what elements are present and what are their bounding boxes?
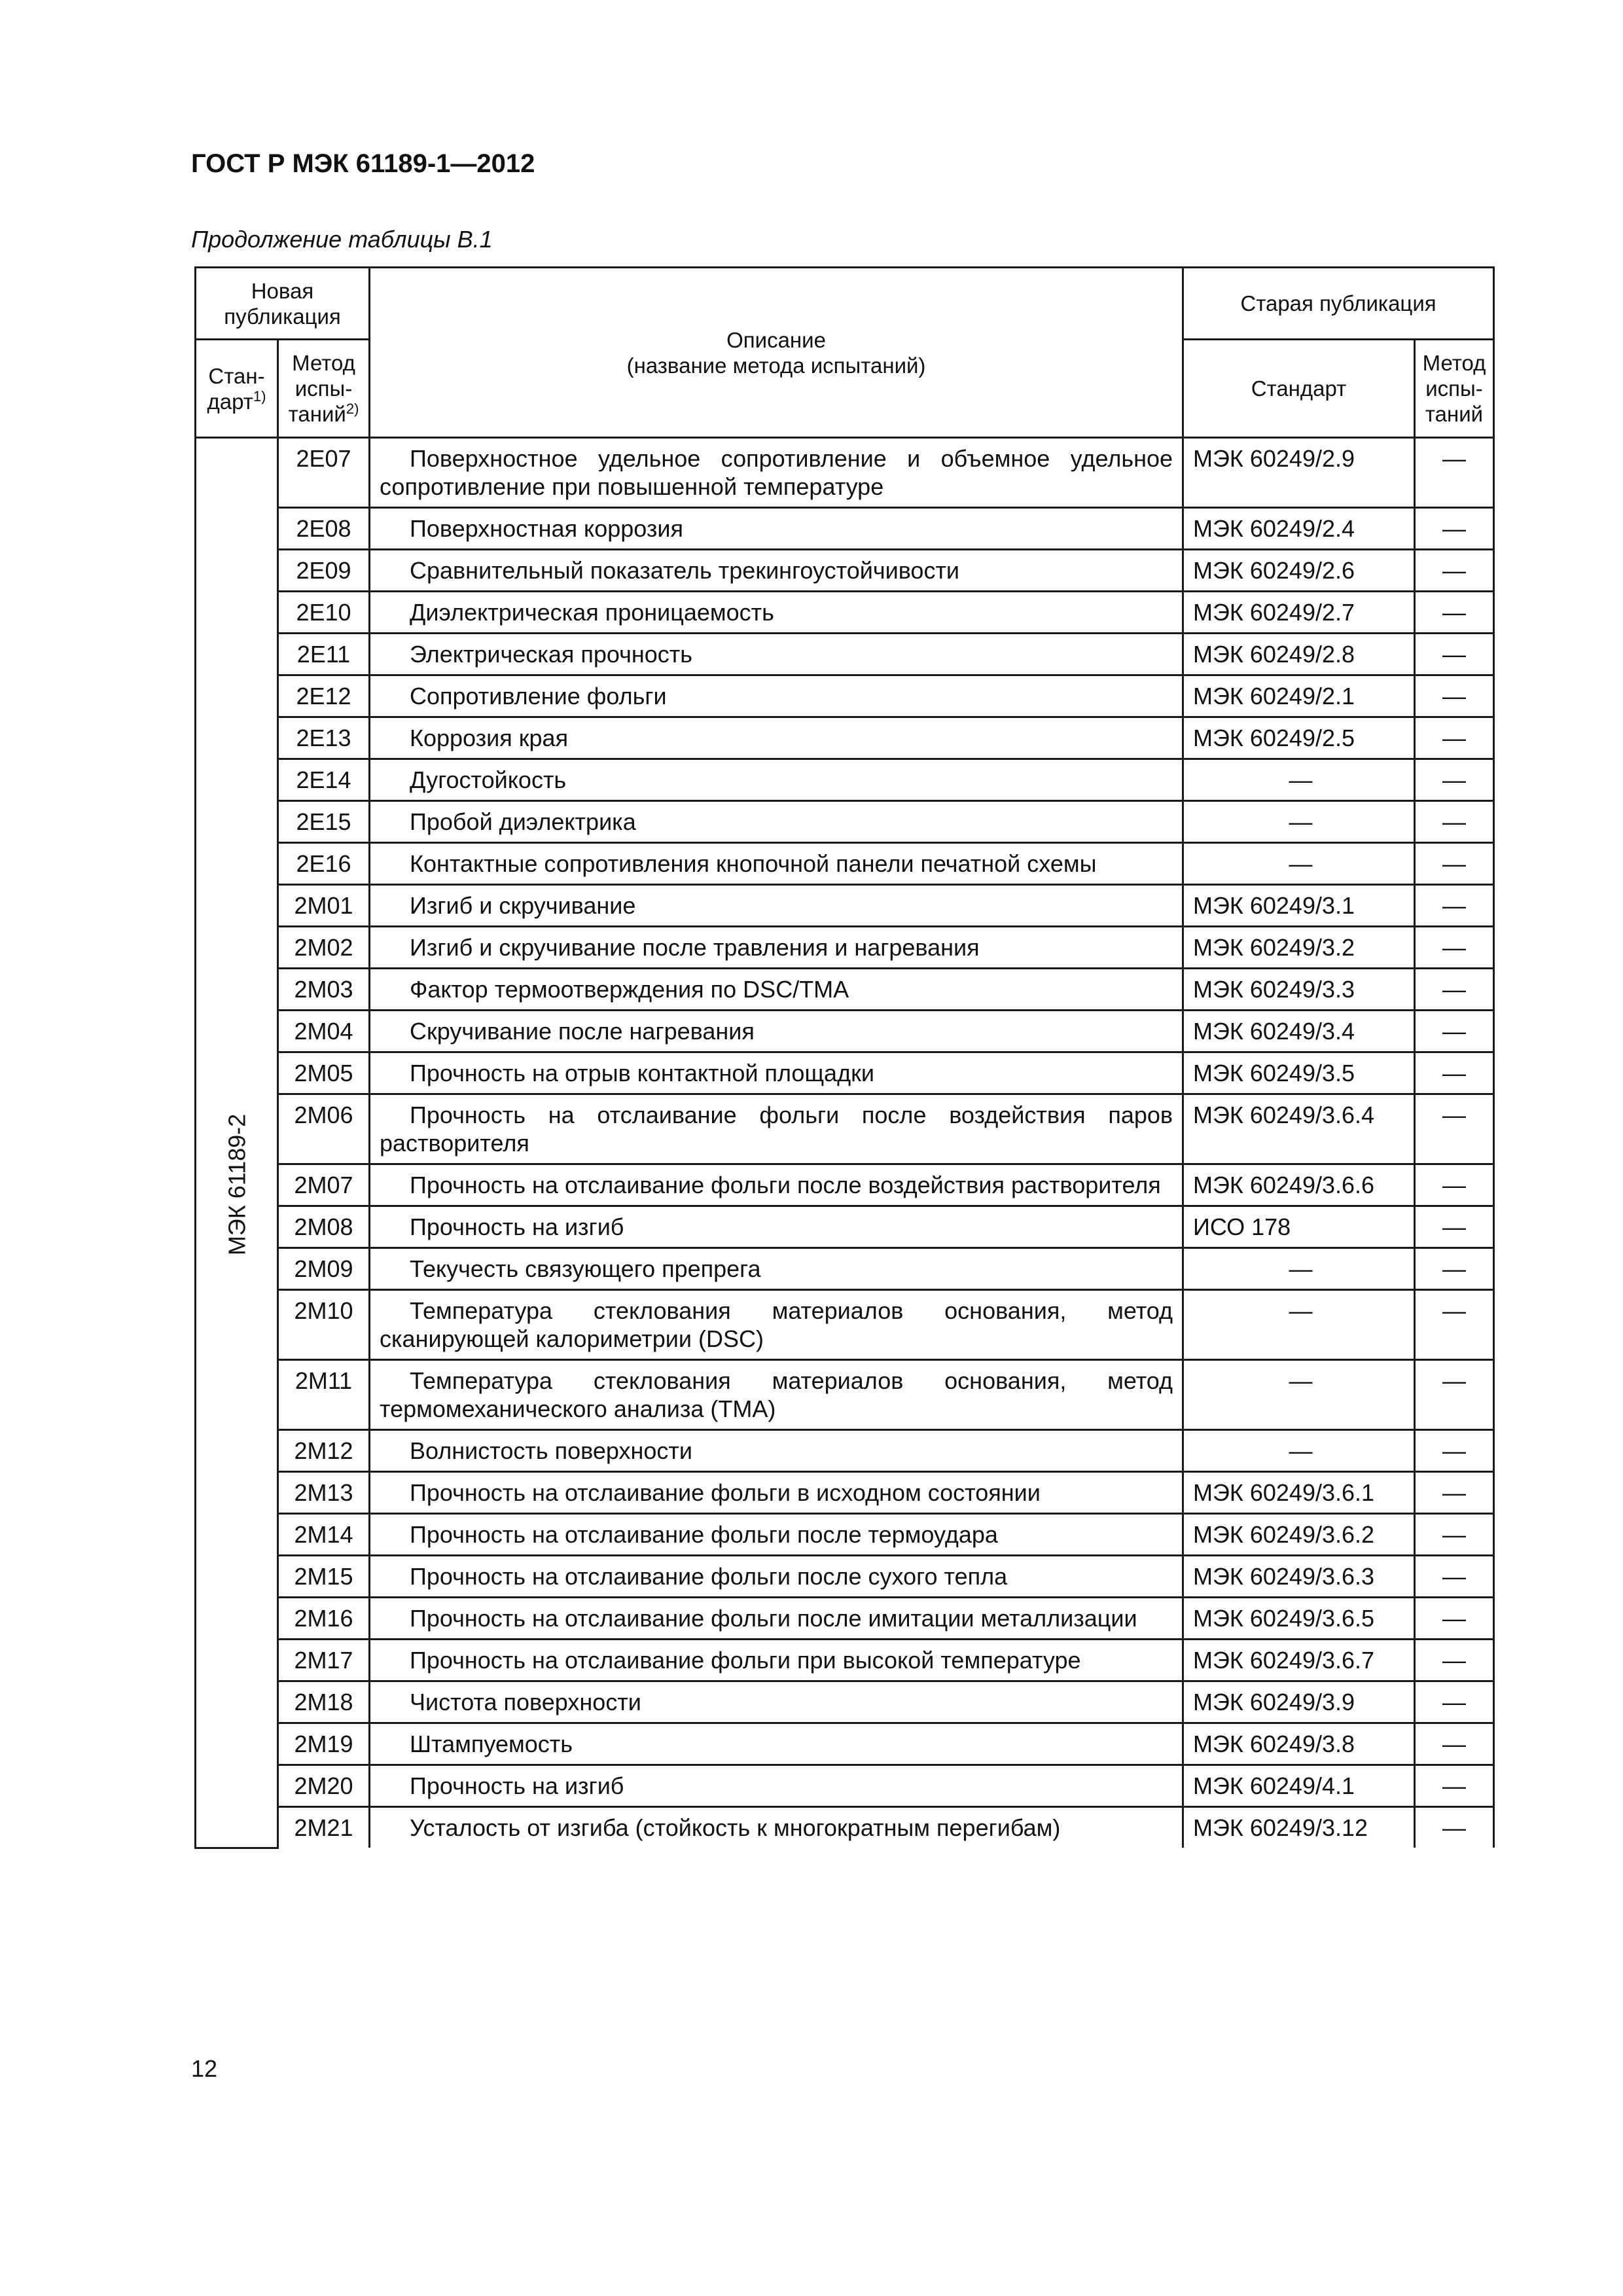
old-test-method: —: [1415, 759, 1494, 801]
old-standard: МЭК 60249/2.5: [1183, 717, 1415, 759]
table-row: [196, 801, 1494, 843]
old-standard: МЭК 60249/3.9: [1183, 1681, 1415, 1723]
old-standard: МЭК 60249/3.6.2: [1183, 1514, 1415, 1556]
test-description: Скручивание после нагревания: [370, 1011, 1183, 1052]
old-test-method: —: [1415, 1681, 1494, 1723]
table-body: [196, 438, 1494, 1848]
test-method-code: 2E15: [278, 801, 370, 843]
test-description: Прочность на отслаивание фольги в исходном состоянии: [370, 1472, 1183, 1514]
table-row: [196, 634, 1494, 675]
test-description: Прочность на изгиб: [370, 1765, 1183, 1807]
old-standard: —: [1183, 1430, 1415, 1472]
header-old-standard: Стандарт: [1183, 340, 1415, 438]
old-standard: МЭК 60249/2.4: [1183, 508, 1415, 550]
test-method-code: 2E07: [278, 438, 370, 508]
old-test-method: —: [1415, 508, 1494, 550]
test-method-code: 2M01: [278, 885, 370, 927]
test-description: Диэлектрическая проницаемость: [370, 592, 1183, 634]
old-test-method: —: [1415, 1290, 1494, 1360]
test-description: Сопротивление фольги: [370, 675, 1183, 717]
table-row: [196, 717, 1494, 759]
test-method-code: 2M02: [278, 927, 370, 969]
table-row: [196, 927, 1494, 969]
test-method-code: 2M13: [278, 1472, 370, 1514]
test-method-code: 2E10: [278, 592, 370, 634]
old-test-method: —: [1415, 1640, 1494, 1681]
test-description: Электрическая прочность: [370, 634, 1183, 675]
footnote-2-marker: 2): [346, 401, 359, 417]
old-test-method: —: [1415, 1052, 1494, 1094]
table-row: [196, 1598, 1494, 1640]
table-row: [196, 592, 1494, 634]
test-method-code: 2E14: [278, 759, 370, 801]
test-description: Поверхностное удельное сопротивление и объемное удельное сопротивление при повышенной температуре: [370, 438, 1183, 508]
old-test-method: —: [1415, 1094, 1494, 1164]
table-row: [196, 1011, 1494, 1052]
table-row: [196, 1290, 1494, 1360]
test-method-code: 2M10: [278, 1290, 370, 1360]
table-row: [196, 508, 1494, 550]
old-test-method: —: [1415, 1765, 1494, 1807]
old-test-method: —: [1415, 801, 1494, 843]
group-standard-cell: [196, 438, 278, 1848]
old-test-method: —: [1415, 1807, 1494, 1848]
publications-table: [194, 266, 1495, 1849]
test-method-code: 2E16: [278, 843, 370, 885]
test-description: Текучесть связующего препрега: [370, 1248, 1183, 1290]
old-standard: МЭК 60249/3.5: [1183, 1052, 1415, 1094]
table-row: [196, 1430, 1494, 1472]
table-row: [196, 885, 1494, 927]
test-description: Фактор термоотверждения по DSC/TMA: [370, 969, 1183, 1011]
old-standard: МЭК 60249/3.4: [1183, 1011, 1415, 1052]
test-description: Температура стеклования материалов основания, метод термомеханического анализа (TMA): [370, 1360, 1183, 1430]
test-description: Контактные сопротивления кнопочной панели печатной схемы: [370, 843, 1183, 885]
old-standard: МЭК 60249/2.8: [1183, 634, 1415, 675]
table-row: [196, 1164, 1494, 1206]
old-standard: МЭК 60249/3.6.6: [1183, 1164, 1415, 1206]
old-test-method: —: [1415, 1164, 1494, 1206]
test-method-code: 2M06: [278, 1094, 370, 1164]
test-description: Волнистость поверхности: [370, 1430, 1183, 1472]
old-test-method: —: [1415, 592, 1494, 634]
footnote-1-marker: 1): [253, 387, 266, 404]
old-standard: МЭК 60249/3.6.3: [1183, 1556, 1415, 1598]
old-test-method: —: [1415, 438, 1494, 508]
old-test-method: —: [1415, 1514, 1494, 1556]
test-description: Пробой диэлектрика: [370, 801, 1183, 843]
test-description: Прочность на отслаивание фольги при высокой температуре: [370, 1640, 1183, 1681]
table-row: [196, 1094, 1494, 1164]
test-method-code: 2M17: [278, 1640, 370, 1681]
test-description: Штампуемость: [370, 1723, 1183, 1765]
table-row: [196, 1807, 1494, 1848]
old-test-method: —: [1415, 1430, 1494, 1472]
table-row: [196, 1640, 1494, 1681]
old-standard: —: [1183, 801, 1415, 843]
old-test-method: —: [1415, 1598, 1494, 1640]
old-standard: МЭК 60249/3.12: [1183, 1807, 1415, 1848]
table-row: [196, 843, 1494, 885]
test-method-code: 2E13: [278, 717, 370, 759]
test-method-code: 2E11: [278, 634, 370, 675]
test-description: Прочность на отрыв контактной площадки: [370, 1052, 1183, 1094]
test-method-code: 2M05: [278, 1052, 370, 1094]
old-standard: МЭК 60249/2.9: [1183, 438, 1415, 508]
table-row: [196, 1556, 1494, 1598]
old-standard: ИСО 178: [1183, 1206, 1415, 1248]
table-row: [196, 1472, 1494, 1514]
old-standard: —: [1183, 1290, 1415, 1360]
test-method-code: 2M19: [278, 1723, 370, 1765]
document-title: ГОСТ Р МЭК 61189-1—2012: [191, 149, 535, 178]
table-row: [196, 1723, 1494, 1765]
test-description: Поверхностная коррозия: [370, 508, 1183, 550]
table-row: [196, 1360, 1494, 1430]
table-row: [196, 1248, 1494, 1290]
test-description: Прочность на отслаивание фольги после термоудара: [370, 1514, 1183, 1556]
old-test-method: —: [1415, 1723, 1494, 1765]
header-old-publication: Старая публикация: [1183, 268, 1494, 340]
test-description: Изгиб и скручивание после травления и нагревания: [370, 927, 1183, 969]
table-row: [196, 1206, 1494, 1248]
old-standard: МЭК 60249/3.3: [1183, 969, 1415, 1011]
table-row: [196, 1514, 1494, 1556]
old-standard: МЭК 60249/3.6.7: [1183, 1640, 1415, 1681]
test-description: Изгиб и скручивание: [370, 885, 1183, 927]
test-description: Сравнительный показатель трекингоустойчивости: [370, 550, 1183, 592]
old-test-method: —: [1415, 1472, 1494, 1514]
old-test-method: —: [1415, 717, 1494, 759]
table-row: [196, 438, 1494, 508]
old-standard: —: [1183, 1360, 1415, 1430]
test-method-code: 2M18: [278, 1681, 370, 1723]
test-method-code: 2M07: [278, 1164, 370, 1206]
old-standard: —: [1183, 1248, 1415, 1290]
old-standard: МЭК 60249/3.6.5: [1183, 1598, 1415, 1640]
old-standard: МЭК 60249/2.7: [1183, 592, 1415, 634]
old-standard: МЭК 60249/3.2: [1183, 927, 1415, 969]
table-row: [196, 1052, 1494, 1094]
test-method-code: 2M08: [278, 1206, 370, 1248]
table-row: [196, 1765, 1494, 1807]
group-standard-label: МЭК 61189-2: [223, 1113, 250, 1256]
test-method-code: 2M15: [278, 1556, 370, 1598]
page-number: 12: [191, 2055, 218, 2082]
table-row: [196, 675, 1494, 717]
old-test-method: —: [1415, 1360, 1494, 1430]
test-description: Прочность на отслаивание фольги после воздействия растворителя: [370, 1164, 1183, 1206]
table-row: [196, 969, 1494, 1011]
old-test-method: —: [1415, 550, 1494, 592]
old-standard: —: [1183, 759, 1415, 801]
test-description: Прочность на отслаивание фольги после имитации металлизации: [370, 1598, 1183, 1640]
test-method-code: 2M21: [278, 1807, 370, 1848]
old-standard: МЭК 60249/2.6: [1183, 550, 1415, 592]
table-row: [196, 759, 1494, 801]
header-old-method: Метод испы- таний: [1415, 340, 1494, 438]
old-standard: МЭК 60249/4.1: [1183, 1765, 1415, 1807]
test-description: Прочность на отслаивание фольги после воздействия паров растворителя: [370, 1094, 1183, 1164]
old-test-method: —: [1415, 927, 1494, 969]
old-test-method: —: [1415, 1556, 1494, 1598]
header-test-method: Метод испы- таний$^{2)}$: [278, 340, 370, 438]
header-description: Описание (название метода испытаний): [370, 268, 1183, 438]
old-test-method: —: [1415, 843, 1494, 885]
old-standard: МЭК 60249/3.1: [1183, 885, 1415, 927]
test-method-code: 2M03: [278, 969, 370, 1011]
old-test-method: —: [1415, 1011, 1494, 1052]
header-new-publication: Новая публикация: [196, 268, 370, 340]
old-test-method: —: [1415, 675, 1494, 717]
test-description: Усталость от изгиба (стойкость к многократным перегибам): [370, 1807, 1183, 1848]
table-row: [196, 550, 1494, 592]
old-test-method: —: [1415, 1248, 1494, 1290]
test-method-code: 2M14: [278, 1514, 370, 1556]
test-method-code: 2M04: [278, 1011, 370, 1052]
test-description: Прочность на отслаивание фольги после сухого тепла: [370, 1556, 1183, 1598]
old-test-method: —: [1415, 969, 1494, 1011]
test-method-code: 2M09: [278, 1248, 370, 1290]
old-standard: МЭК 60249/3.6.4: [1183, 1094, 1415, 1164]
old-standard: МЭК 60249/3.8: [1183, 1723, 1415, 1765]
test-description: Коррозия края: [370, 717, 1183, 759]
old-test-method: —: [1415, 1206, 1494, 1248]
test-method-code: 2M20: [278, 1765, 370, 1807]
test-method-code: 2M16: [278, 1598, 370, 1640]
test-description: Прочность на изгиб: [370, 1206, 1183, 1248]
test-method-code: 2M12: [278, 1430, 370, 1472]
header-standard: Стан- дарт$^{1)}$: [196, 340, 278, 438]
old-test-method: —: [1415, 885, 1494, 927]
table-caption: Продолжение таблицы В.1: [191, 226, 493, 253]
old-standard: МЭК 60249/2.1: [1183, 675, 1415, 717]
old-standard: —: [1183, 843, 1415, 885]
old-test-method: —: [1415, 634, 1494, 675]
test-description: Температура стеклования материалов основания, метод сканирующей калориметрии (DSC): [370, 1290, 1183, 1360]
test-method-code: 2E12: [278, 675, 370, 717]
test-description: Дугостойкость: [370, 759, 1183, 801]
test-method-code: 2M11: [278, 1360, 370, 1430]
test-method-code: 2E09: [278, 550, 370, 592]
table-row: [196, 1681, 1494, 1723]
old-standard: МЭК 60249/3.6.1: [1183, 1472, 1415, 1514]
test-description: Чистота поверхности: [370, 1681, 1183, 1723]
test-method-code: 2E08: [278, 508, 370, 550]
